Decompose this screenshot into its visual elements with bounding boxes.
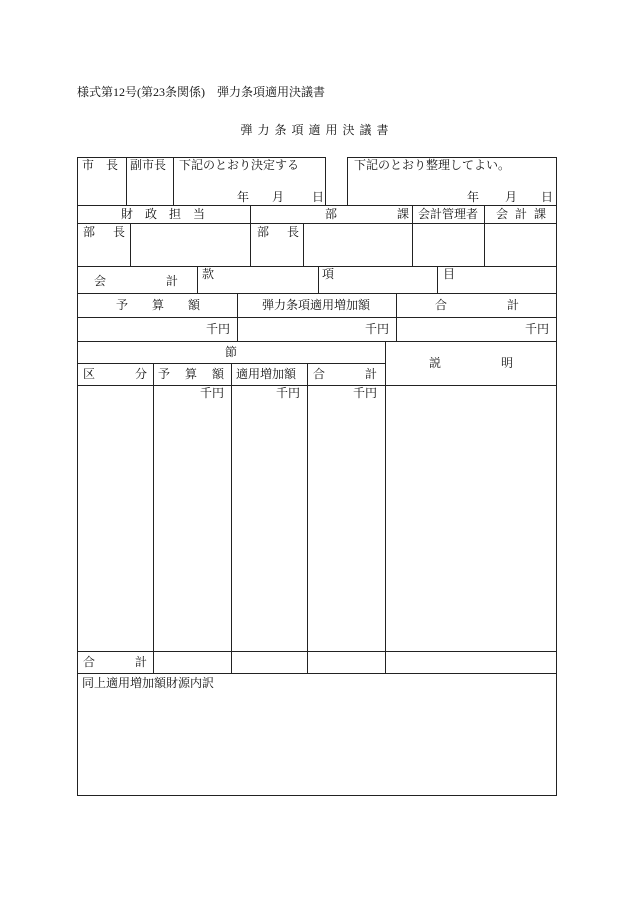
accounting-section-label: 会 計 課 [496,207,549,221]
detail-increase-total-cell [231,651,308,674]
setsu-header: 節 [225,345,238,359]
kou-cell [318,266,438,294]
detail-budget-total-cell [153,651,232,674]
form-title: 弾 力 条 項 適 用 決 議 書 [240,123,390,137]
accounting-manager-label: 会計管理者 [418,207,479,221]
budget-header: 予 算 額 [116,298,201,312]
deputy-mayor-label: 副市長 [130,158,167,172]
department-section-label: 部 課 [325,207,410,221]
detail-increase-unit: 千円 [276,386,301,400]
explanation-total-cell [385,651,557,674]
budget-unit: 千円 [206,322,231,336]
arrangement-date-year: 年 [467,190,480,204]
finance-director-label: 部 長 [83,225,129,239]
detail-total-body-cell [307,385,386,652]
total-header: 合 計 [435,298,520,312]
increase-header: 弾力条項適用増加額 [262,298,371,312]
account-label: 会 計 [94,274,179,288]
detail-increase-body-cell [231,385,308,652]
category-body-cell [77,385,154,652]
detail-budget-header: 予 算 額 [158,367,226,381]
detail-total-label: 合 計 [83,655,149,669]
finance-staff-seal-cell [130,223,251,267]
accounting-manager-seal-cell [412,223,485,267]
decision-text: 下記のとおり決定する [179,158,300,172]
decision-date-month: 月 [272,190,285,204]
decision-date-day: 日 [312,190,325,204]
arrangement-date-day: 日 [541,190,554,204]
kou-label: 項 [322,267,335,281]
detail-total-unit: 千円 [353,386,378,400]
category-header: 区 分 [83,367,149,381]
detail-increase-header: 適用増加額 [236,367,297,381]
kan-label: 款 [202,267,215,281]
department-section-seal-cell [303,223,413,267]
arrangement-date-month: 月 [505,190,518,204]
increase-unit: 千円 [365,322,390,336]
funding-breakdown-label: 同上適用増加額財源内訳 [82,676,215,690]
kan-cell [197,266,319,294]
form-number-header: 様式第12号(第23条関係) 弾力条項適用決議書 [77,85,325,99]
arrangement-text: 下記のとおり整理してよい。 [354,158,511,172]
moku-label: 目 [443,267,456,281]
department-director-label: 部 長 [257,225,303,239]
detail-budget-unit: 千円 [200,386,225,400]
total-unit: 千円 [525,322,550,336]
detail-grand-total-cell [307,651,386,674]
finance-staff-label: 財 政 担 当 [121,207,206,221]
decision-date-year: 年 [237,190,250,204]
explanation-header: 説 明 [429,356,514,370]
accounting-section-seal-cell [484,223,557,267]
detail-budget-body-cell [153,385,232,652]
mayor-label: 市 長 [82,158,119,172]
detail-total-header: 合 計 [313,367,379,381]
funding-breakdown-cell [77,673,557,796]
explanation-body-cell [385,385,557,652]
